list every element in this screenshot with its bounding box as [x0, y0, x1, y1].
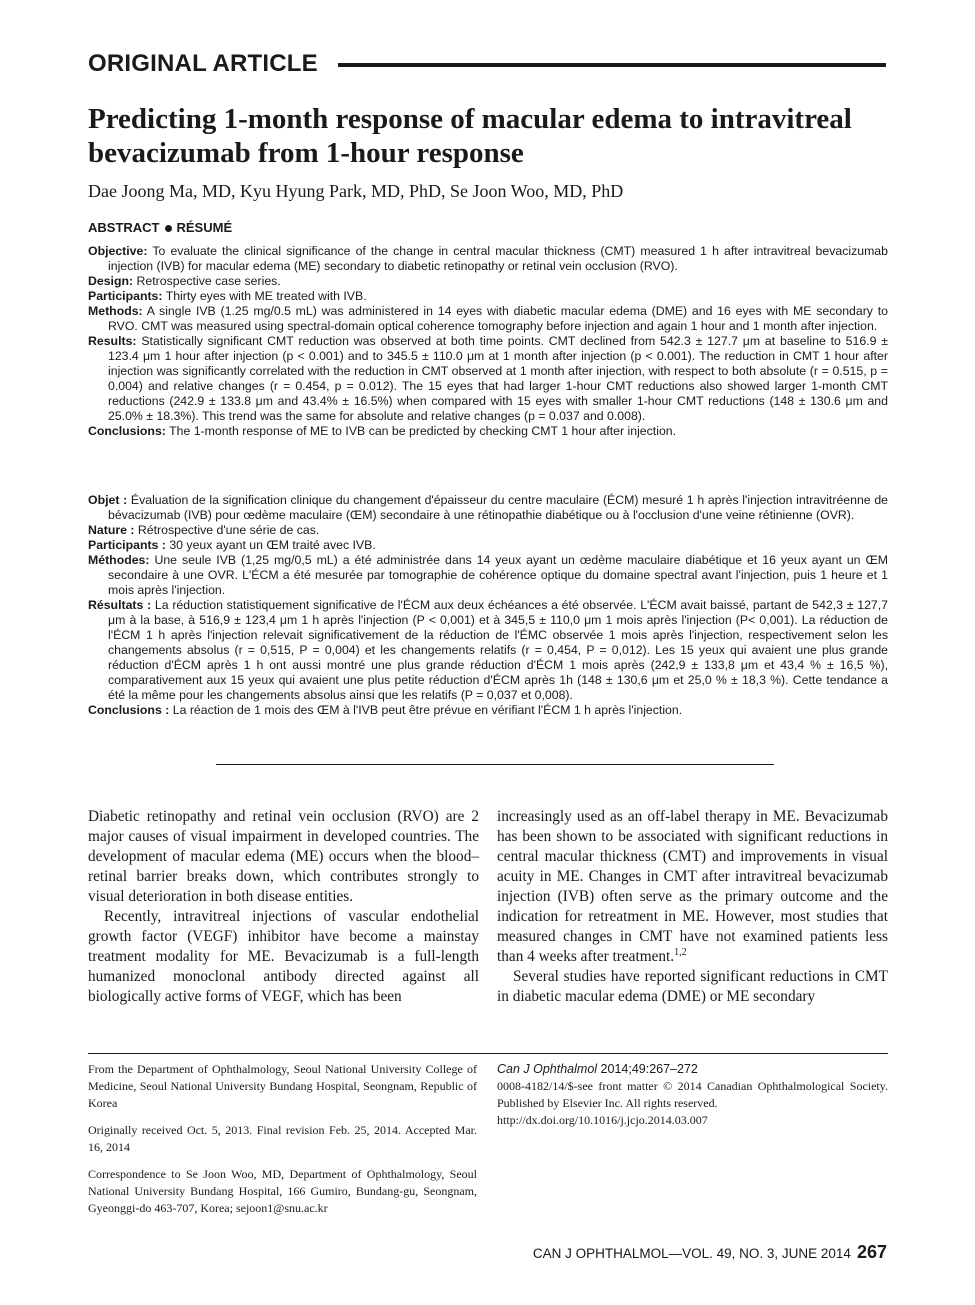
header-rule	[338, 63, 886, 67]
abstract-section	[88, 334, 888, 424]
abstract-text: La réduction statistiquement significative de l'ÉCM aux deux échéances a été observée. L'ÉCM avait baissé, partant de 542,3 ± 127,7 μm à la base, à 516,9 ± 123,4 μm 1 h après l'injection (P < 0,001) et à 345,5 ± 110,0 μm 1 mois après l'injection (P< 0,001). La réduction de l'ÉCM 1 h après l'injection relevait significativement de la réduction de l'ÉMC observée 1 mois après l'injection, respectivement selon les changements absolus (r = 0,515, P = 0,004) et les changements relatifs (r = 0,454, P = 0,012). Les 15 yeux qui avaient une plus grande réduction d'ÉCM après 1 h ont aussi montré une plus grande réduction d'ÉCM 1 mois après (242,9 ± 133,8 μm et 43,4 % ± 16,5 %), comparativement aux 15 yeux qui avaient une plus petite réduction d'ÉCM après 1h (148 ± 130,6 μm et 25,0 % ± 18,3 %). Cette tendance a été la même pour les changements absolus ainsi que les relatifs (P = 0,037 et 0,008).	[108, 598, 888, 702]
abstract-text: La réaction de 1 mois des ŒM à l'IVB peut être prévue en vérifiant l'ÉCM 1 h après l'injection.	[172, 703, 683, 717]
abstract-heading-en: ABSTRACT	[88, 220, 160, 235]
abstract-heading	[88, 220, 232, 235]
bullet-dot-icon	[165, 225, 172, 232]
received-note: Originally received Oct. 5, 2013. Final revision Feb. 25, 2014. Accepted Mar. 16, 2014	[88, 1123, 477, 1154]
abstract-text: 30 yeux ayant un ŒM traité avec IVB.	[169, 538, 376, 552]
abstract-english	[88, 244, 888, 439]
correspondence-note: Correspondence to Se Joon Woo, MD, Department of Ophthalmology, Seoul National University Bundang Hospital, 166 Gumiro, Bundang-gu, Seongnam, Gyeonggi-do 463-707, Korea; sejoon1@snu.ac.kr	[88, 1167, 477, 1215]
abstract-section	[88, 523, 888, 538]
article-header	[88, 50, 888, 80]
abstract-french	[88, 493, 888, 718]
abstract-text: The 1-month response of ME to IVB can be predicted by checking CMT 1 hour after injection.	[169, 424, 677, 438]
abstract-text: Thirty eyes with ME treated with IVB.	[165, 289, 367, 303]
abstract-section	[88, 274, 888, 289]
page-footer	[533, 1242, 887, 1263]
footnote-divider	[88, 1053, 888, 1054]
abstract-heading-fr: RÉSUMÉ	[176, 220, 233, 235]
abstract-text: Retrospective case series.	[136, 274, 281, 288]
footnotes-right	[497, 1061, 888, 1129]
abstract-text: Rétrospective d'une série de cas.	[137, 523, 320, 537]
abstract-text: Statistically significant CMT reduction was observed at both time points. CMT declined from 542.3 ± 127.7 μm at baseline to 516.9 ± 123.4 μm 1 hour after injection (p < 0.001) and to 345.5 ± 110.0 μm at 1 month after injection (p < 0.001). The reduction in CMT 1 hour after injection was significantly correlated with the reduction in CMT observed at 1 month after injection, with respect to both absolute (r = 0.515, p = 0.004) and relative changes (r = 0.454, p = 0.012). The 15 eyes that had larger 1-hour CMT reductions also showed larger 1-month CMT reductions (242.9 ± 133.8 μm and 43.4% ± 16.5%) when compared with 15 eyes with smaller 1-hour CMT reductions (148 ± 130.6 μm and 25.0% ± 18.3%). This trend was the same for absolute and relative changes (p = 0.037 and 0.008).	[108, 334, 889, 423]
abstract-label: Participants:	[88, 289, 163, 303]
abstract-label: Résultats :	[88, 598, 152, 612]
abstract-label: Nature :	[88, 523, 135, 537]
page-number: 267	[856, 1242, 887, 1262]
abstract-section	[88, 304, 888, 334]
abstract-label: Conclusions:	[88, 424, 166, 438]
abstract-text: A single IVB (1.25 mg/0.5 mL) was administered in 14 eyes with diabetic macular edema (DME) and 16 eyes with ME secondary to RVO. CMT was measured using spectral-domain optical coherence tomography before injection and again 1 hour and 1 month after injection.	[108, 304, 888, 333]
author-list: Dae Joong Ma, MD, Kyu Hyung Park, MD, PhD, Se Joon Woo, MD, PhD	[88, 181, 624, 201]
body-paragraph: Recently, intravitreal injections of vascular endothelial growth factor (VEGF) inhibitor have become a mainstay treatment modality for ME. Bevacizumab is a full-length humanized monoclonal antibody directed against all biologically active forms of VEGF, which has been	[88, 908, 479, 1005]
abstract-section	[88, 703, 888, 718]
doi-link[interactable]: http://dx.doi.org/10.1016/j.jcjo.2014.03.007	[497, 1113, 708, 1127]
journal-ref: 2014;49:267–272	[600, 1062, 698, 1076]
body-paragraph	[497, 807, 888, 967]
abstract-label: Objet :	[88, 493, 128, 507]
abstract-section	[88, 244, 888, 274]
body-column-left	[88, 807, 479, 1007]
running-head: CAN J OPHTHALMOL—VOL. 49, NO. 3, JUNE 2014	[532, 1246, 851, 1261]
abstract-label: Design:	[88, 274, 134, 288]
abstract-text: Une seule IVB (1,25 mg/0,5 mL) a été administrée dans 14 yeux ayant un œdème maculaire diabétique et 16 yeux ayant un ŒM secondaire à une OVR. L'ÉCM a été mesurée par tomographie de cohérence optique du domaine spectral avant l'injection, puis 1 heure et 1 mois après l'injection.	[108, 553, 888, 597]
body-paragraph: Diabetic retinopathy and retinal vein occlusion (RVO) are 2 major causes of visual impairment in developed countries. The development of macular edema (ME) occurs when the blood–retinal barrier breaks down, which contributes strongly to visual deterioration in both disease entities.	[88, 808, 479, 905]
article-title: Predicting 1-month response of macular edema to intravitreal bevacizumab from 1-hour response	[88, 103, 852, 169]
affiliation-note: From the Department of Ophthalmology, Seoul National University College of Medicine, Seoul National University Bundang Hospital, Seongnam, Republic of Korea	[88, 1062, 477, 1110]
abstract-label: Methods:	[88, 304, 143, 318]
abstract-section	[88, 424, 888, 439]
abstract-section	[88, 553, 888, 598]
copyright-note: 0008-4182/14/$-see front matter © 2014 Canadian Ophthalmological Society. Published by Elsevier Inc. All rights reserved.	[497, 1079, 888, 1110]
body-text: increasingly used as an off-label therapy in ME. Bevacizumab has been shown to be associated with significant reductions in central macular thickness (CMT) and improvements in visual acuity in ME. Changes in CMT after intravitreal bevacizumab injection (IVB) often serve as the primary outcome and the indication for retreatment in ME. However, most studies that measured changes in CMT have not examined patients less than 4 weeks after treatment.	[497, 808, 888, 965]
abstract-label: Objective:	[88, 244, 148, 258]
section-label: ORIGINAL ARTICLE	[88, 50, 318, 77]
abstract-label: Results:	[88, 334, 137, 348]
body-paragraph: Several studies have reported significant reductions in CMT in diabetic macular edema (DME) or ME secondary	[497, 968, 888, 1005]
abstract-section	[88, 598, 888, 703]
abstract-divider	[216, 764, 774, 765]
abstract-label: Participants :	[88, 538, 166, 552]
citation-ref[interactable]: 1,2	[674, 946, 687, 958]
abstract-section	[88, 493, 888, 523]
body-column-right	[497, 807, 888, 1007]
abstract-label: Méthodes:	[88, 553, 150, 567]
abstract-text: To evaluate the clinical significance of the change in central macular thickness (CMT) measured 1 h after intravitreal bevacizumab injection (IVB) for macular edema (ME) secondary to diabetic retinopathy or retinal vein occlusion (RVO).	[108, 244, 888, 273]
journal-citation	[497, 1061, 888, 1078]
abstract-section	[88, 538, 888, 553]
abstract-section	[88, 289, 888, 304]
abstract-text: Évaluation de la signification clinique du changement d'épaisseur du centre maculaire (ÉCM) mesuré 1 h après l'injection intravitréenne de bévacizumab (IVB) pour œdème maculaire (ŒM) secondaire à une rétinopathie diabétique ou à l'occlusion d'une veine rétinienne (OVR).	[108, 493, 888, 522]
journal-name: Can J Ophthalmol	[497, 1062, 598, 1076]
footnotes-left	[88, 1061, 477, 1227]
abstract-label: Conclusions :	[88, 703, 170, 717]
